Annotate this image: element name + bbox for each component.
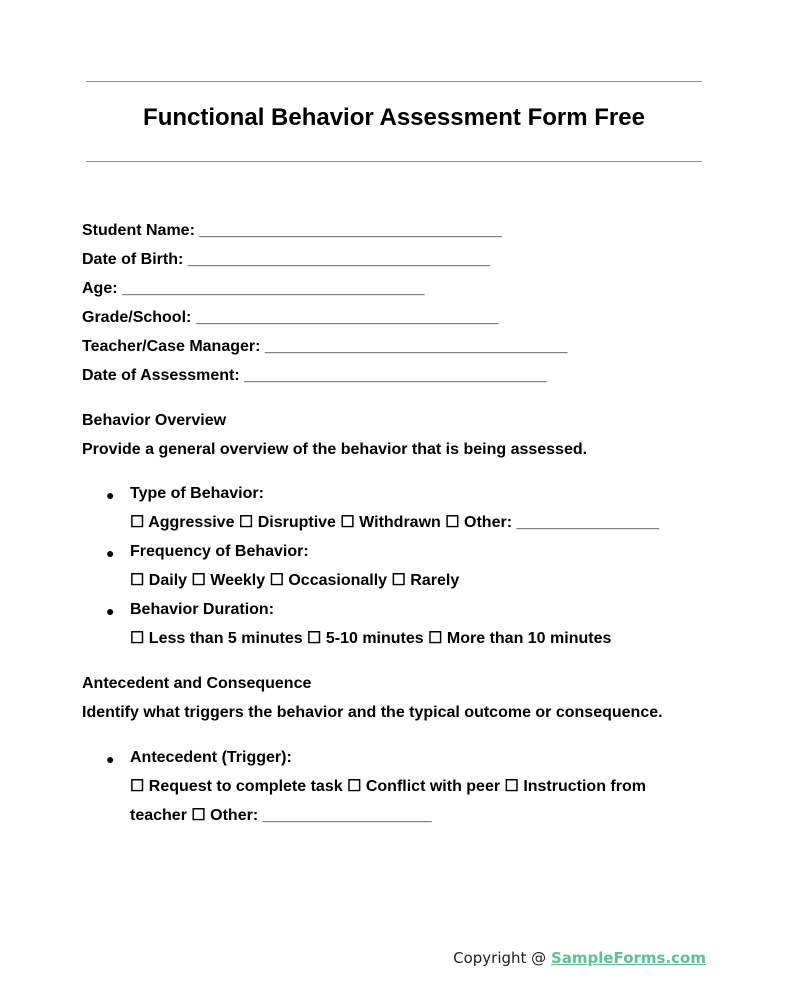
field-label: Age: (82, 280, 118, 297)
top-divider (86, 81, 702, 82)
field-label: Grade/School: (82, 309, 192, 326)
bullet-icon: ● (106, 545, 115, 561)
field-label: Date of Birth: (82, 251, 184, 268)
checkbox-options[interactable]: ☐ Daily ☐ Weekly ☐ Occasionally ☐ Rarely (130, 572, 460, 589)
title-divider (86, 161, 702, 162)
checkbox-options[interactable]: ☐ Request to complete task ☐ Conflict with peer ☐ Instruction from (130, 778, 646, 795)
copyright-footer (453, 949, 706, 967)
field-blank[interactable]: __________________________________ (199, 222, 502, 239)
field-blank[interactable]: __________________________________ (195, 309, 499, 326)
field-blank[interactable]: __________________________________ (187, 251, 491, 268)
section-heading-behavior-overview: Behavior Overview (82, 412, 227, 429)
copyright-text: Copyright @ (453, 949, 551, 967)
field-age[interactable] (82, 279, 425, 299)
field-date-of-assessment[interactable] (82, 366, 547, 386)
field-teacher[interactable] (82, 337, 567, 357)
section-description: Identify what triggers the behavior and the typical outcome or consequence. (82, 704, 663, 721)
item-label: Frequency of Behavior: (130, 543, 309, 560)
field-blank[interactable]: __________________________________ (244, 367, 547, 384)
field-label: Date of Assessment: (82, 367, 240, 384)
bullet-icon: ● (106, 751, 115, 767)
field-label: Teacher/Case Manager: (82, 338, 261, 355)
section-description: Provide a general overview of the behavior that is being assessed. (82, 441, 588, 458)
field-label: Student Name: (82, 222, 195, 239)
item-label: Type of Behavior: (130, 485, 264, 502)
field-grade-school[interactable] (82, 308, 498, 328)
page-title: Functional Behavior Assessment Form Free (143, 104, 645, 131)
checkbox-options[interactable]: teacher ☐ Other: ___________________ (130, 807, 432, 824)
field-date-of-birth[interactable] (82, 250, 490, 270)
sampleforms-link[interactable]: SampleForms.com (550, 949, 706, 967)
checkbox-options[interactable]: ☐ Aggressive ☐ Disruptive ☐ Withdrawn ☐ Other: ________________ (130, 514, 659, 531)
field-student-name[interactable] (82, 221, 502, 241)
item-label: Antecedent (Trigger): (130, 749, 292, 766)
field-blank[interactable]: __________________________________ (122, 280, 425, 297)
field-blank[interactable]: __________________________________ (264, 338, 568, 355)
section-heading-antecedent: Antecedent and Consequence (82, 675, 312, 692)
checkbox-options[interactable]: ☐ Less than 5 minutes ☐ 5-10 minutes ☐ More than 10 minutes (130, 630, 612, 647)
bullet-icon: ● (106, 603, 115, 619)
bullet-icon: ● (106, 487, 115, 503)
item-label: Behavior Duration: (130, 601, 275, 618)
